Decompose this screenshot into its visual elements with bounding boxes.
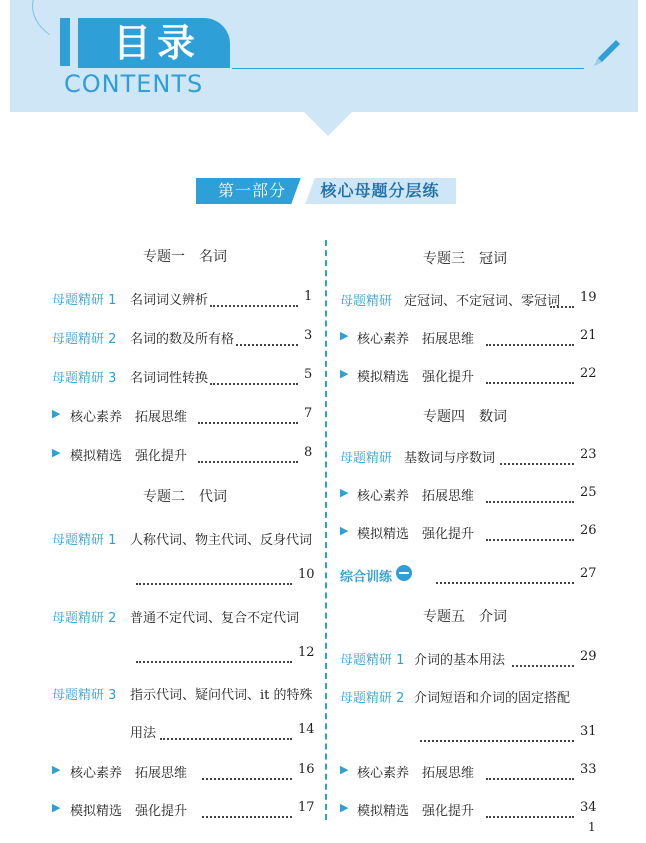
leader-dots (486, 802, 574, 818)
entry-label: 模拟精选 强化提升 (357, 527, 475, 542)
entry-page: 17 (298, 800, 315, 815)
entry-page: 7 (304, 406, 313, 421)
leader-dots (486, 487, 574, 503)
triangle-icon: ▶ (52, 801, 61, 814)
leader-dots (550, 292, 574, 308)
entry-label-continued: 用法 (130, 726, 157, 741)
entry-label: 核心素养 拓展思维 (357, 332, 475, 347)
pencil-icon (588, 36, 624, 72)
entry-label: 核心素养 拓展思维 (70, 766, 188, 781)
page-title: 目录 (113, 21, 202, 65)
entry-tag: 母题精研 2 (340, 691, 405, 706)
header-rule (232, 68, 584, 69)
leader-dots (198, 447, 298, 463)
triangle-icon: ▶ (52, 407, 61, 420)
entry-label: 人称代词、物主代词、反身代词 (130, 533, 313, 548)
entry-tag: 母题精研 (340, 451, 393, 466)
section-title: 专题五 介词 (423, 609, 507, 625)
entry-page: 12 (298, 645, 315, 660)
leader-dots (198, 408, 298, 424)
leader-dots (160, 724, 292, 740)
entry-page: 5 (304, 367, 313, 382)
page-subtitle: CONTENTS (64, 70, 204, 98)
entry-page: 3 (304, 328, 313, 343)
entry-page: 22 (580, 366, 597, 381)
entry-page: 10 (298, 567, 315, 582)
triangle-icon: ▶ (340, 367, 349, 380)
section-title: 专题一 名词 (143, 249, 227, 265)
leader-dots (512, 651, 574, 667)
section-title: 专题四 数词 (423, 409, 507, 425)
entry-page: 8 (304, 445, 313, 460)
entry-label: 普通不定代词、复合不定代词 (130, 611, 300, 626)
entry-tag: 母题精研 2 (52, 611, 117, 626)
leader-dots (136, 647, 292, 663)
leader-dots (136, 569, 292, 585)
entry-page: 25 (580, 485, 597, 500)
entry-label: 名词词义辨析 (130, 293, 209, 308)
leader-dots (486, 764, 574, 780)
section-title: 专题三 冠词 (423, 251, 507, 267)
entry-page: 34 (580, 800, 597, 815)
leader-dots (486, 368, 574, 384)
entry-page: 31 (580, 724, 597, 739)
number-one-badge (396, 565, 412, 581)
entry-label: 介词的基本用法 (414, 653, 506, 668)
entry-page: 16 (298, 762, 315, 777)
triangle-icon: ▶ (340, 801, 349, 814)
leader-dots (500, 449, 574, 465)
entry-tag: 母题精研 1 (52, 293, 117, 308)
entry-label: 模拟精选 强化提升 (357, 370, 475, 385)
entry-label: 核心素养 拓展思维 (357, 489, 475, 504)
entry-tag: 母题精研 3 (52, 688, 117, 703)
entry-label: 基数词与序数词 (404, 451, 496, 466)
entry-label: 指示代词、疑问代词、it 的特殊 (130, 688, 313, 703)
leader-dots (420, 726, 574, 742)
section-title: 专题二 代词 (143, 489, 227, 505)
triangle-icon: ▶ (340, 486, 349, 499)
leader-dots (486, 330, 574, 346)
column-divider (325, 240, 327, 820)
entry-tag: 母题精研 2 (52, 332, 117, 347)
part-heading (196, 178, 456, 204)
entry-label: 介词短语和介词的固定搭配 (414, 691, 571, 706)
title-stripe (60, 18, 70, 66)
entry-label: 模拟精选 强化提升 (70, 804, 188, 819)
entry-page: 27 (580, 566, 597, 581)
triangle-icon: ▶ (52, 446, 61, 459)
entry-label: 定冠词、不定冠词、零冠词 (404, 294, 561, 309)
entry-page: 14 (298, 722, 315, 737)
triangle-icon: ▶ (52, 763, 61, 776)
triangle-icon: ▶ (340, 763, 349, 776)
leader-dots (236, 330, 298, 346)
entry-label: 名词的数及所有格 (130, 332, 235, 347)
entry-page: 1 (304, 289, 313, 304)
entry-label: 核心素养 拓展思维 (70, 410, 188, 425)
entry-tag: 母题精研 1 (340, 653, 405, 668)
entry-tag: 母题精研 (340, 294, 393, 309)
entry-page: 21 (580, 328, 597, 343)
training-tag: 综合训练 (340, 570, 393, 585)
entry-label: 模拟精选 强化提升 (357, 804, 475, 819)
leader-dots (202, 764, 292, 780)
leader-dots (436, 568, 574, 584)
banner-notch (302, 110, 354, 136)
page-number: 1 (588, 820, 596, 834)
triangle-icon: ▶ (340, 329, 349, 342)
part-title: 核心母题分层练 (304, 178, 456, 204)
triangle-icon: ▶ (340, 524, 349, 537)
leader-dots (210, 369, 298, 385)
leader-dots (486, 525, 574, 541)
entry-page: 19 (580, 290, 597, 305)
entry-label: 模拟精选 强化提升 (70, 449, 188, 464)
entry-page: 33 (580, 762, 597, 777)
leader-dots (210, 291, 298, 307)
entry-page: 29 (580, 649, 597, 664)
entry-label: 核心素养 拓展思维 (357, 766, 475, 781)
entry-page: 26 (580, 523, 597, 538)
entry-tag: 母题精研 1 (52, 533, 117, 548)
entry-page: 23 (580, 447, 597, 462)
entry-tag: 母题精研 3 (52, 371, 117, 386)
entry-label: 名词词性转换 (130, 371, 209, 386)
part-number: 第一部分 (196, 178, 308, 204)
leader-dots (202, 802, 292, 818)
